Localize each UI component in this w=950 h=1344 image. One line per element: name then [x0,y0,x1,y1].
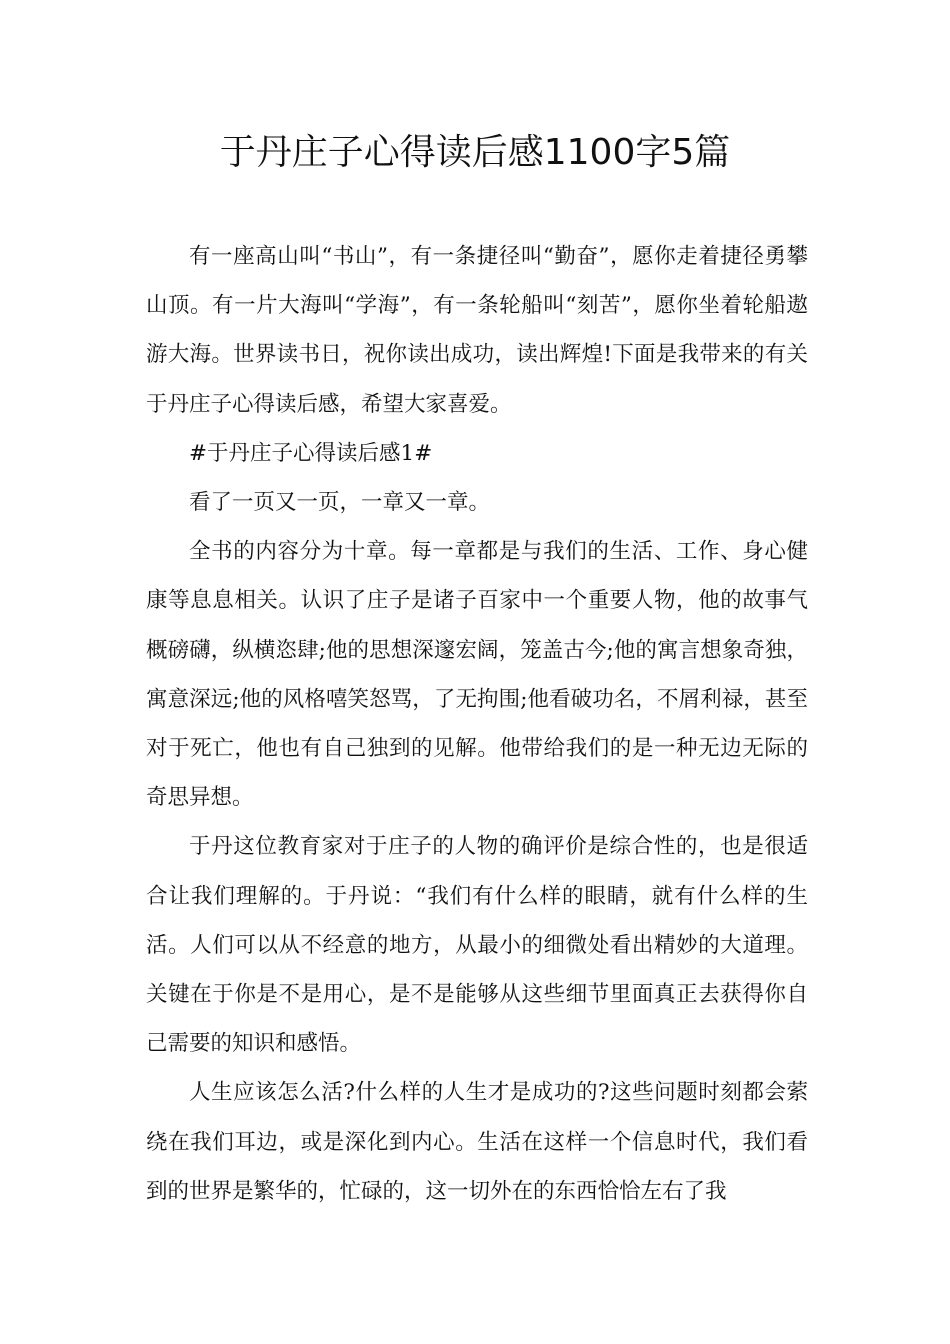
paragraph: 全书的内容分为十章。每一章都是与我们的生活、工作、身心健康等息息相关。认识了庄子是诸子百家中一个重要人物，他的故事气概磅礴，纵横恣肆;他的思想深邃宏阔，笼盖古今;他的寓言想象奇独，寓意深远;他的风格嘻笑怒骂，了无拘围;他看破功名，不屑利禄，甚至对于死亡，他也有自己独到的见解。他带给我们的是一种无边无际的奇思异想。 [146,539,808,811]
paragraph: 看了一页又一页，一章又一章。 [189,490,491,516]
section-heading: #于丹庄子心得读后感1# [189,440,433,466]
paragraph: 于丹这位教育家对于庄子的人物的确评价是综合性的，也是很适合让我们理解的。于丹说：“我们有什么样的眼睛，就有什么样的生活。人们可以从不经意的地方，从最小的细微处看出精妙的大道理。关键在于你是不是用心，是不是能够从这些细节里面真正去获得你自己需要的知识和感悟。 [146,834,808,1057]
paragraph: 人生应该怎么活?什么样的人生才是成功的?这些问题时刻都会萦绕在我们耳边，或是深化到内心。生活在这样一个信息时代，我们看到的世界是繁华的，忙碌的，这一切外在的东西恰恰左右了我 [146,1080,808,1204]
document-body [146,232,808,1216]
paragraph-intro: 有一座高山叫“书山”，有一条捷径叫“勤奋”，愿你走着捷径勇攀山顶。有一片大海叫“学海”，有一条轮船叫“刻苦”，愿你坐着轮船遨游大海。世界读书日，祝你读出成功，读出辉煌!下面是我带来的有关于丹庄子心得读后感，希望大家喜爱。 [146,244,809,417]
document-title: 于丹庄子心得读后感1100字5篇 [219,132,731,173]
